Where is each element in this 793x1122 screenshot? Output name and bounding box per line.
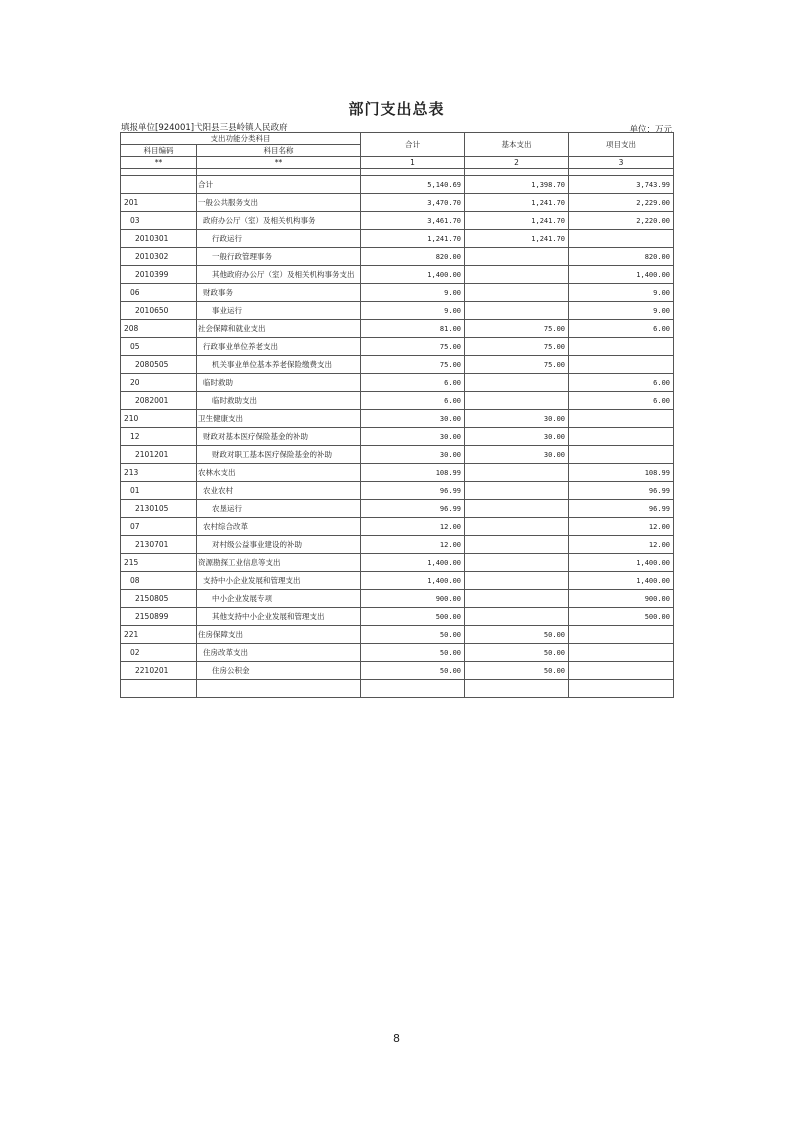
row-name: 中小企业发展专项 [197, 590, 361, 608]
row-total: 9.00 [361, 302, 465, 320]
row-project [569, 230, 674, 248]
row-total: 12.00 [361, 518, 465, 536]
row-project: 6.00 [569, 392, 674, 410]
header-total: 合计 [361, 133, 465, 157]
row-code: 215 [121, 554, 197, 572]
table-row [121, 500, 674, 518]
spacer-cell [361, 169, 465, 176]
row-total: 9.00 [361, 284, 465, 302]
row-name: 农垦运行 [197, 500, 361, 518]
row-basic [465, 680, 569, 698]
table-row [121, 464, 674, 482]
row-total: 1,400.00 [361, 554, 465, 572]
row-name: 合计 [197, 176, 361, 194]
header-index-3: 3 [569, 157, 674, 169]
row-total: 30.00 [361, 410, 465, 428]
row-name: 财政事务 [197, 284, 361, 302]
table-body [121, 176, 674, 698]
header-index-code: ** [121, 157, 197, 169]
row-total: 820.00 [361, 248, 465, 266]
spacer-cell [569, 169, 674, 176]
row-name: 临时救助支出 [197, 392, 361, 410]
table-row [121, 212, 674, 230]
row-code: 2010302 [121, 248, 197, 266]
table-row [121, 608, 674, 626]
row-basic [465, 518, 569, 536]
header-index-1: 1 [361, 157, 465, 169]
row-total: 1,400.00 [361, 266, 465, 284]
row-code: 2010650 [121, 302, 197, 320]
row-project: 1,400.00 [569, 572, 674, 590]
row-code: 2080505 [121, 356, 197, 374]
row-code: 210 [121, 410, 197, 428]
table-row [121, 374, 674, 392]
page-title: 部门支出总表 [348, 100, 445, 118]
header-function-group: 支出功能分类科目 [121, 133, 361, 145]
row-code: 2130701 [121, 536, 197, 554]
spacer-cell [121, 169, 197, 176]
row-basic: 75.00 [465, 356, 569, 374]
row-basic: 1,398.70 [465, 176, 569, 194]
row-project [569, 338, 674, 356]
header-index-name: ** [197, 157, 361, 169]
row-code: 213 [121, 464, 197, 482]
row-basic: 50.00 [465, 662, 569, 680]
row-project: 9.00 [569, 302, 674, 320]
table-row [121, 428, 674, 446]
row-project: 6.00 [569, 320, 674, 338]
row-total: 1,241.70 [361, 230, 465, 248]
row-name: 住房改革支出 [197, 644, 361, 662]
table-row [121, 266, 674, 284]
row-basic: 1,241.70 [465, 212, 569, 230]
row-total: 3,470.70 [361, 194, 465, 212]
row-project: 2,220.00 [569, 212, 674, 230]
row-basic [465, 284, 569, 302]
row-project: 3,743.99 [569, 176, 674, 194]
row-name: 财政对基本医疗保险基金的补助 [197, 428, 361, 446]
table-row [121, 338, 674, 356]
row-total: 96.99 [361, 500, 465, 518]
row-total: 30.00 [361, 428, 465, 446]
row-code: 20 [121, 374, 197, 392]
row-project [569, 446, 674, 464]
row-basic [465, 302, 569, 320]
row-name: 其他政府办公厅（室）及相关机构事务支出 [197, 266, 361, 284]
expenditure-table [120, 132, 674, 698]
table-row [121, 572, 674, 590]
row-name: 资源勘探工业信息等支出 [197, 554, 361, 572]
row-total: 500.00 [361, 608, 465, 626]
row-project [569, 428, 674, 446]
row-total: 108.99 [361, 464, 465, 482]
row-name [197, 680, 361, 698]
row-code: 2010399 [121, 266, 197, 284]
row-project: 1,400.00 [569, 554, 674, 572]
row-project: 12.00 [569, 536, 674, 554]
row-basic [465, 464, 569, 482]
spacer-cell [197, 169, 361, 176]
row-basic [465, 482, 569, 500]
row-name: 一般公共服务支出 [197, 194, 361, 212]
currency-unit: 单位：万元 [629, 125, 672, 135]
row-code: 2010301 [121, 230, 197, 248]
row-code [121, 680, 197, 698]
row-project: 820.00 [569, 248, 674, 266]
row-basic [465, 266, 569, 284]
table-row [121, 554, 674, 572]
row-code: 2210201 [121, 662, 197, 680]
reporting-unit: 填报单位[924001]弋阳县三县岭镇人民政府 [121, 123, 288, 133]
row-code: 2150805 [121, 590, 197, 608]
row-project: 6.00 [569, 374, 674, 392]
header-code: 科目编码 [121, 145, 197, 157]
row-name: 对村级公益事业建设的补助 [197, 536, 361, 554]
row-project: 1,400.00 [569, 266, 674, 284]
row-name: 农林水支出 [197, 464, 361, 482]
table-row [121, 320, 674, 338]
table-row [121, 230, 674, 248]
row-basic [465, 500, 569, 518]
row-project [569, 644, 674, 662]
row-total: 30.00 [361, 446, 465, 464]
row-code: 12 [121, 428, 197, 446]
row-total [361, 680, 465, 698]
row-name: 临时救助 [197, 374, 361, 392]
row-basic: 1,241.70 [465, 194, 569, 212]
row-name: 政府办公厅（室）及相关机构事务 [197, 212, 361, 230]
row-code: 208 [121, 320, 197, 338]
row-basic: 1,241.70 [465, 230, 569, 248]
table-row [121, 536, 674, 554]
row-name: 一般行政管理事务 [197, 248, 361, 266]
table-row [121, 410, 674, 428]
spacer-cell [465, 169, 569, 176]
row-basic: 50.00 [465, 644, 569, 662]
row-name: 事业运行 [197, 302, 361, 320]
row-name: 住房公积金 [197, 662, 361, 680]
table-row [121, 446, 674, 464]
table-row [121, 644, 674, 662]
table-row [121, 248, 674, 266]
row-total: 5,140.69 [361, 176, 465, 194]
table-row [121, 284, 674, 302]
row-project [569, 356, 674, 374]
row-name: 机关事业单位基本养老保险缴费支出 [197, 356, 361, 374]
row-project: 9.00 [569, 284, 674, 302]
row-name: 财政对职工基本医疗保险基金的补助 [197, 446, 361, 464]
row-total: 75.00 [361, 338, 465, 356]
row-code: 06 [121, 284, 197, 302]
row-total: 1,400.00 [361, 572, 465, 590]
row-basic: 50.00 [465, 626, 569, 644]
row-basic: 30.00 [465, 446, 569, 464]
row-total: 6.00 [361, 374, 465, 392]
row-project: 2,229.00 [569, 194, 674, 212]
table-row [121, 590, 674, 608]
row-code: 201 [121, 194, 197, 212]
table-row [121, 518, 674, 536]
table-row [121, 392, 674, 410]
row-basic: 75.00 [465, 320, 569, 338]
row-name: 住房保障支出 [197, 626, 361, 644]
row-basic [465, 554, 569, 572]
row-code: 05 [121, 338, 197, 356]
row-total: 900.00 [361, 590, 465, 608]
table-row [121, 626, 674, 644]
header-index-2: 2 [465, 157, 569, 169]
row-total: 12.00 [361, 536, 465, 554]
row-project: 900.00 [569, 590, 674, 608]
header-project: 项目支出 [569, 133, 674, 157]
row-code: 2130105 [121, 500, 197, 518]
page-number: 8 [393, 1032, 400, 1045]
row-code: 2101201 [121, 446, 197, 464]
row-code [121, 176, 197, 194]
row-name: 农业农村 [197, 482, 361, 500]
row-total: 3,461.70 [361, 212, 465, 230]
row-project: 500.00 [569, 608, 674, 626]
row-basic: 75.00 [465, 338, 569, 356]
row-code: 01 [121, 482, 197, 500]
table-row [121, 176, 674, 194]
row-project [569, 410, 674, 428]
row-name: 其他支持中小企业发展和管理支出 [197, 608, 361, 626]
row-basic [465, 374, 569, 392]
table-row [121, 302, 674, 320]
row-code: 02 [121, 644, 197, 662]
row-project: 12.00 [569, 518, 674, 536]
row-name: 社会保障和就业支出 [197, 320, 361, 338]
row-total: 96.99 [361, 482, 465, 500]
row-project: 96.99 [569, 482, 674, 500]
row-code: 2150899 [121, 608, 197, 626]
row-code: 221 [121, 626, 197, 644]
row-code: 08 [121, 572, 197, 590]
row-project: 96.99 [569, 500, 674, 518]
row-basic: 30.00 [465, 428, 569, 446]
row-basic [465, 536, 569, 554]
row-code: 2082001 [121, 392, 197, 410]
row-basic: 30.00 [465, 410, 569, 428]
row-basic [465, 248, 569, 266]
row-basic [465, 572, 569, 590]
table-row [121, 482, 674, 500]
row-total: 50.00 [361, 662, 465, 680]
row-name: 行政事业单位养老支出 [197, 338, 361, 356]
row-total: 50.00 [361, 626, 465, 644]
table-row [121, 662, 674, 680]
row-basic [465, 608, 569, 626]
row-project: 108.99 [569, 464, 674, 482]
row-total: 50.00 [361, 644, 465, 662]
row-basic [465, 590, 569, 608]
row-name: 行政运行 [197, 230, 361, 248]
row-project [569, 662, 674, 680]
row-basic [465, 392, 569, 410]
row-name: 支持中小企业发展和管理支出 [197, 572, 361, 590]
row-code: 07 [121, 518, 197, 536]
header-name: 科目名称 [197, 145, 361, 157]
table-row-empty [121, 680, 674, 698]
row-project [569, 680, 674, 698]
row-total: 6.00 [361, 392, 465, 410]
row-total: 75.00 [361, 356, 465, 374]
header-basic: 基本支出 [465, 133, 569, 157]
table-row [121, 356, 674, 374]
row-name: 卫生健康支出 [197, 410, 361, 428]
row-name: 农村综合改革 [197, 518, 361, 536]
row-project [569, 626, 674, 644]
table-row [121, 194, 674, 212]
row-total: 81.00 [361, 320, 465, 338]
row-code: 03 [121, 212, 197, 230]
